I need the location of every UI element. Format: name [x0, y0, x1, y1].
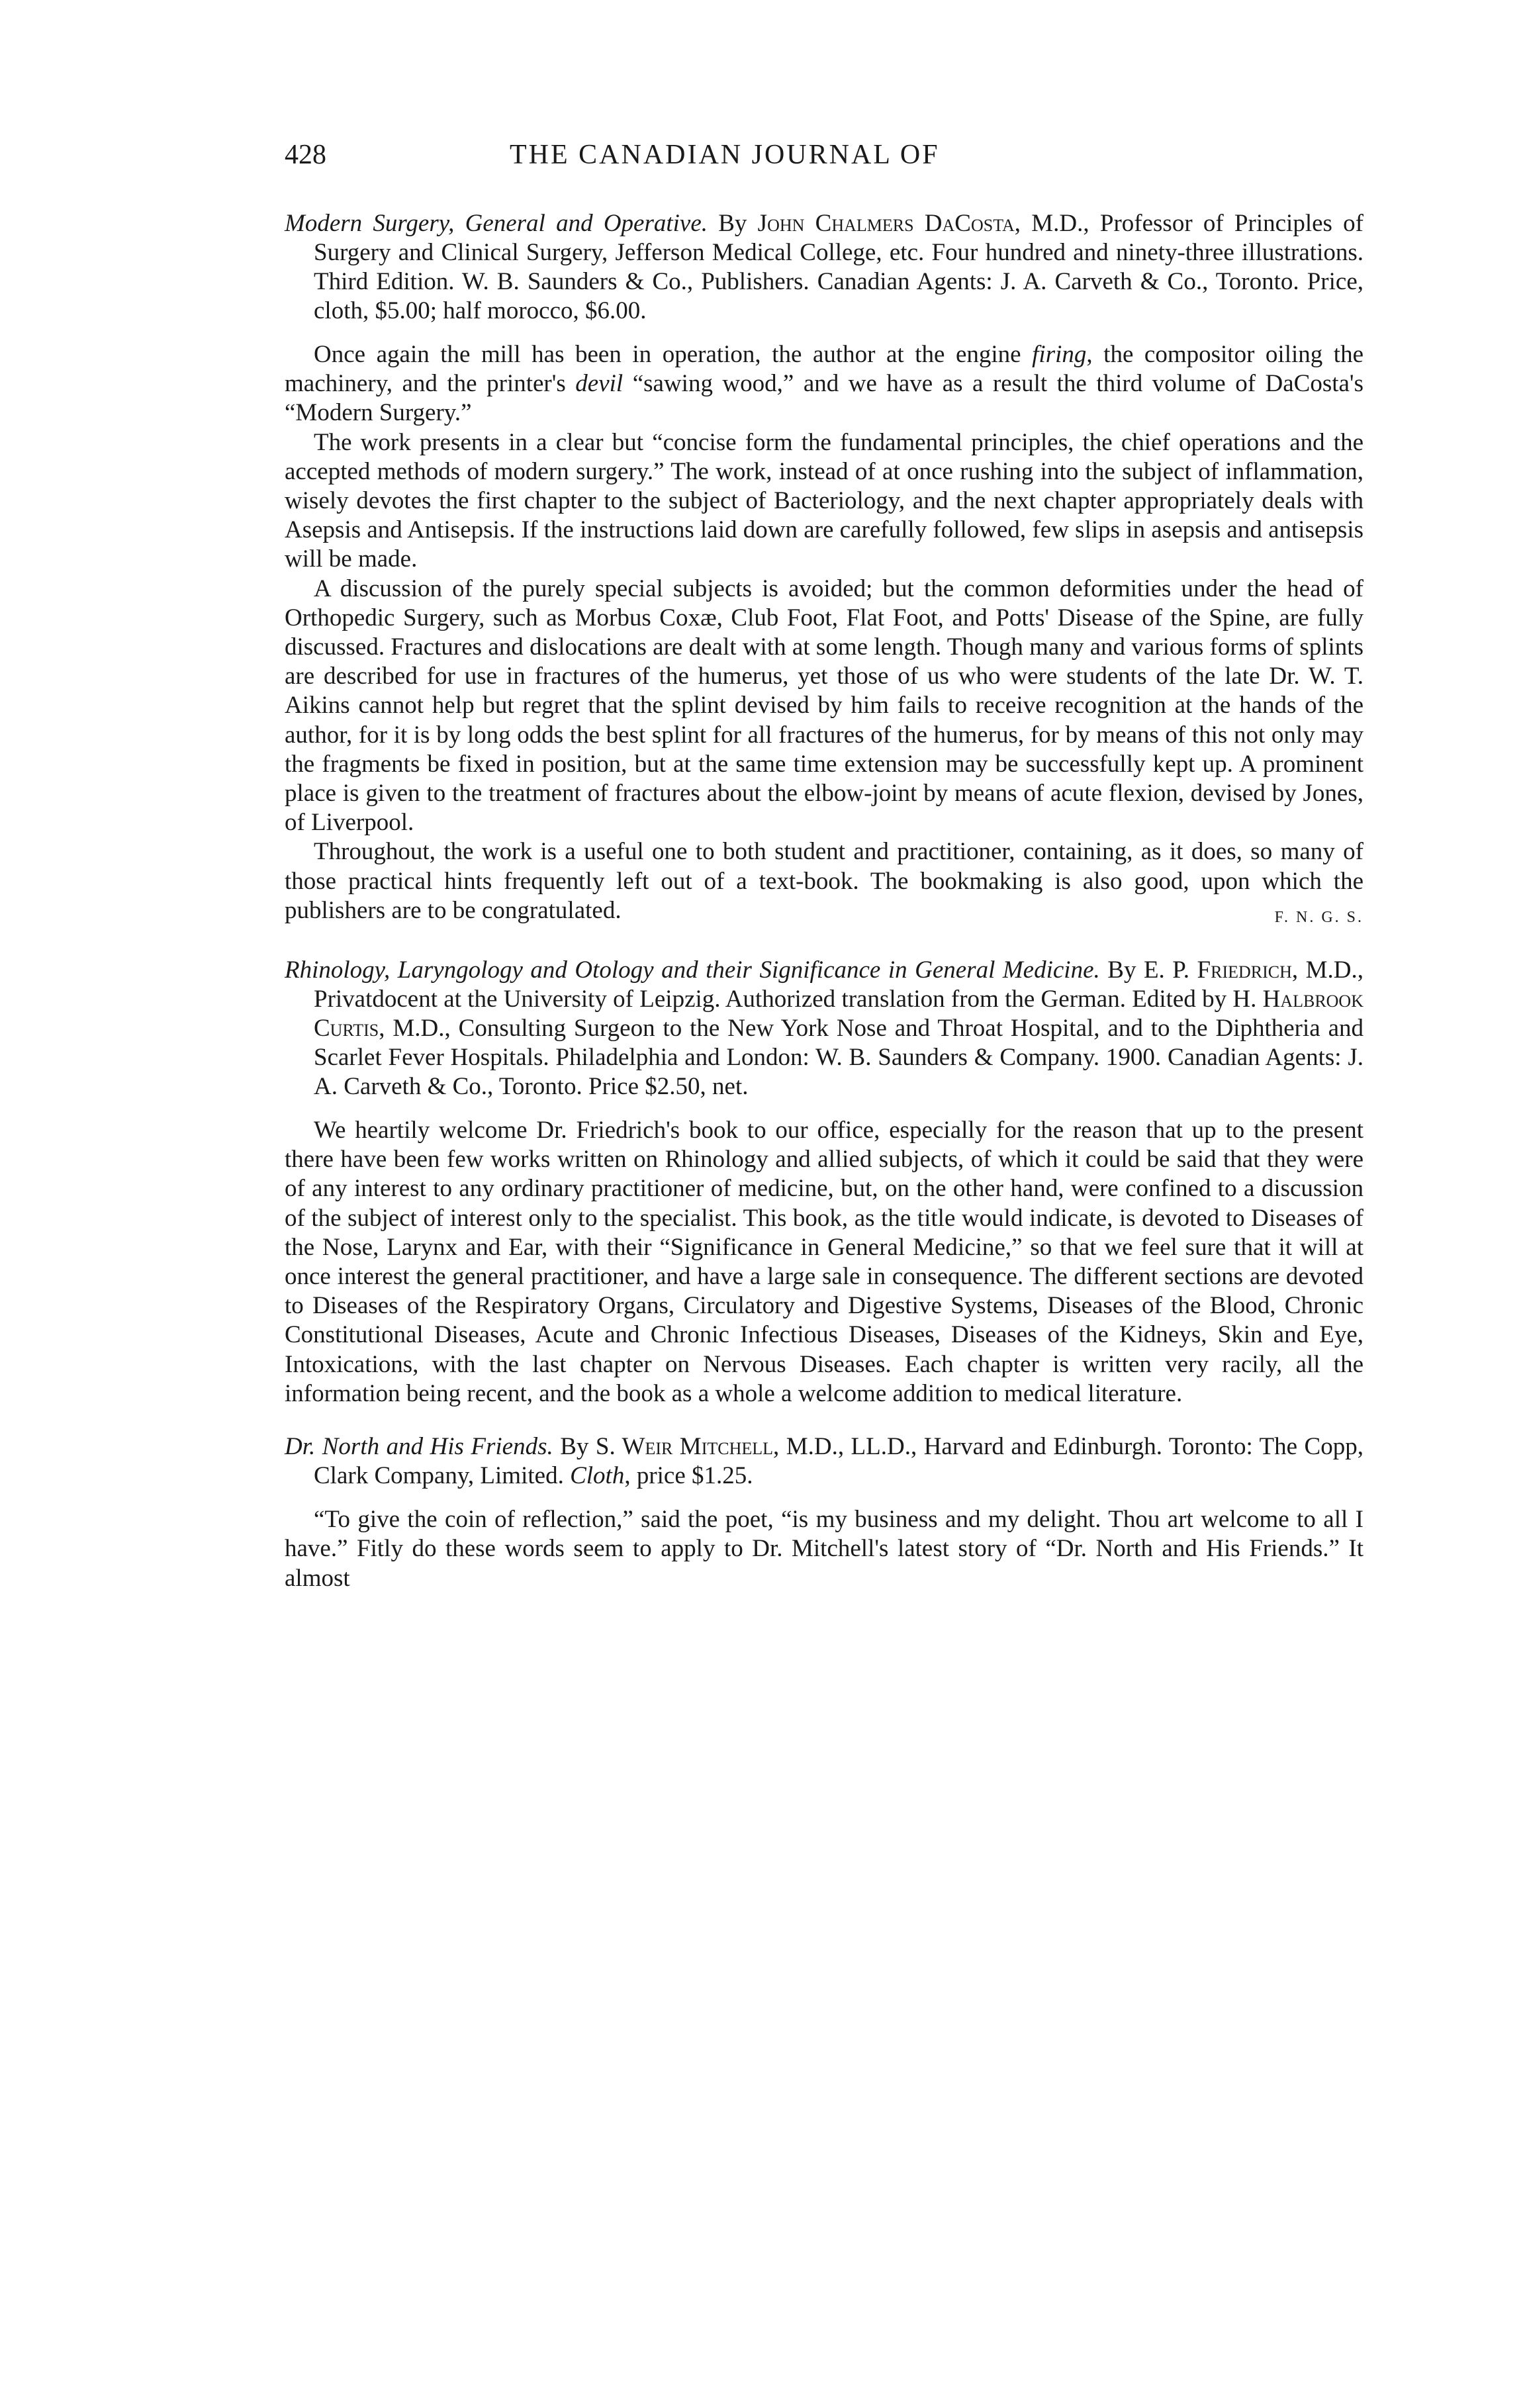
review-rhinology [285, 956, 1363, 1409]
review-modern-surgery [285, 209, 1363, 932]
review-paragraph: “To give the coin of reflection,” said the poet, “is my business and my delight. Thou art welcome to all I have.” Fitly do these words seem to apply to Dr. Mitchell's latest story of “Dr. North and His Friends.” It almost [285, 1506, 1363, 1592]
review-citation: Dr. North and His Friends. By S. Weir Mitchell, M.D., LL.D., Harvard and Edinburgh. Toronto: The Copp, Clark Company, Limited. Cloth, price $1.25. [285, 1433, 1363, 1490]
review-body [285, 1505, 1363, 1593]
review-body [285, 340, 1363, 932]
book-author: E. P. Friedrich [1143, 956, 1292, 984]
book-title: Modern Surgery, General and Operative. [285, 210, 708, 237]
journal-page [285, 139, 1363, 1593]
book-details: , M.D., Professor of Principles of Surgery and Clinical Surgery, Jefferson Medical College, etc. Four hundred and ninety-three illustrations. Third Edition. W. B. Saunders & Co., Publishers. Canadian Agents: J. A. Carveth & Co., Toronto. Price, cloth, $5.00; half morocco, $6.00. [314, 210, 1363, 324]
book-title: Rhinology, Laryngology and Otology and their Significance in General Medicine. [285, 956, 1100, 984]
reviewer-signature: F. N. G. S. [1274, 908, 1363, 926]
book-author: S. Weir Mitchell [595, 1433, 773, 1461]
review-dr-north [285, 1432, 1363, 1593]
review-body [285, 1116, 1363, 1409]
page-number: 428 [285, 140, 326, 170]
review-paragraph: The work presents in a clear but “concise form the fundamental principles, the chief operations and the accepted methods of modern surgery.” The work, instead of at once rushing into the subject of inflammation, wisely devotes the first chapter to the subject of Bacteriology, and the next chapter appropriately deals with Asepsis and Antisepsis. If the instructions laid down are carefully followed, few slips in asepsis and antisepsis will be made. [285, 428, 1363, 573]
book-title: Dr. North and His Friends. [285, 1433, 553, 1461]
book-editor: H. Halbrook Curtis [314, 986, 1363, 1042]
review-paragraph: Throughout, the work is a useful one to both student and practitioner, containing, as it does, so many of those practical hints frequently left out of a text-book. The bookmaking is also good, upon which the publishers are to be congratulated. F. N. G. S. [285, 837, 1363, 925]
review-paragraph: We heartily welcome Dr. Friedrich's book to our office, especially for the reason that up to the present there have been few works written on Rhinology and allied subjects, of which it could be said that they were of any interest to any ordinary practitioner of medicine, but, on the other hand, were confined to a discussion of the subject of interest only to the specialist. This book, as the title would indicate, is devoted to Diseases of the Nose, Larynx and Ear, with their “Significance in General Medicine,” so that we feel sure that it will at once interest the general practitioner, and have a large sale in consequence. The different sections are devoted to Diseases of the Respiratory Organs, Circulatory and Digestive Systems, Diseases of the Blood, Chronic Constitutional Diseases, Acute and Chronic Infectious Diseases, Diseases of the Kidneys, Skin and Eye, Intoxications, with the last chapter on Nervous Diseases. Each chapter is written very racily, all the information being recent, and the book as a whole a welcome addition to medical literature. [285, 1117, 1363, 1407]
running-head [285, 139, 1363, 192]
journal-title: THE CANADIAN JOURNAL OF [510, 140, 940, 170]
review-citation: Rhinology, Laryngology and Otology and their Significance in General Medicine. By E. P. Friedrich, M.D., Privatdocent at the University of Leipzig. Authorized translation from the German. Edited by H. Halbrook Curtis, M.D., Consulting Surgeon to the New York Nose and Throat Hospital, and to the Diphtheria and Scarlet Fever Hospitals. Philadelphia and London: W. B. Saunders & Company. 1900. Canadian Agents: J. A. Carveth & Co., Toronto. Price $2.50, net. [285, 956, 1364, 1101]
review-paragraph: Once again the mill has been in operation, the author at the engine firing, the compositor oiling the machinery, and the printer's devil “sawing wood,” and we have as a result the third volume of DaCosta's “Modern Surgery.” [285, 341, 1364, 427]
review-paragraph: A discussion of the purely special subjects is avoided; but the common deformities under the head of Orthopedic Surgery, such as Morbus Coxæ, Club Foot, Flat Foot, and Potts' Disease of the Spine, are fully discussed. Fractures and dislocations are dealt with at some length. Though many and various forms of splints are described for use in fractures of the humerus, yet those of us who were students of the late Dr. W. T. Aikins cannot help but regret that the splint devised by him fails to receive recognition at the hands of the author, for it is by long odds the best splint for all fractures of the humerus, for by means of this not only may the fragments be fixed in position, but at the same time extension may be successfully kept up. A prominent place is given to the treatment of fractures about the elbow-joint by means of acute flexion, devised by Jones, of Liverpool. [285, 575, 1363, 837]
review-citation: Modern Surgery, General and Operative. By John Chalmers DaCosta, M.D., Professor of Principles of Surgery and Clinical Surgery, Jefferson Medical College, etc. Four hundred and ninety-three illustrations. Third Edition. W. B. Saunders & Co., Publishers. Canadian Agents: J. A. Carveth & Co., Toronto. Price, cloth, $5.00; half morocco, $6.00. [285, 210, 1363, 324]
book-author: John Chalmers DaCosta [757, 210, 1015, 237]
